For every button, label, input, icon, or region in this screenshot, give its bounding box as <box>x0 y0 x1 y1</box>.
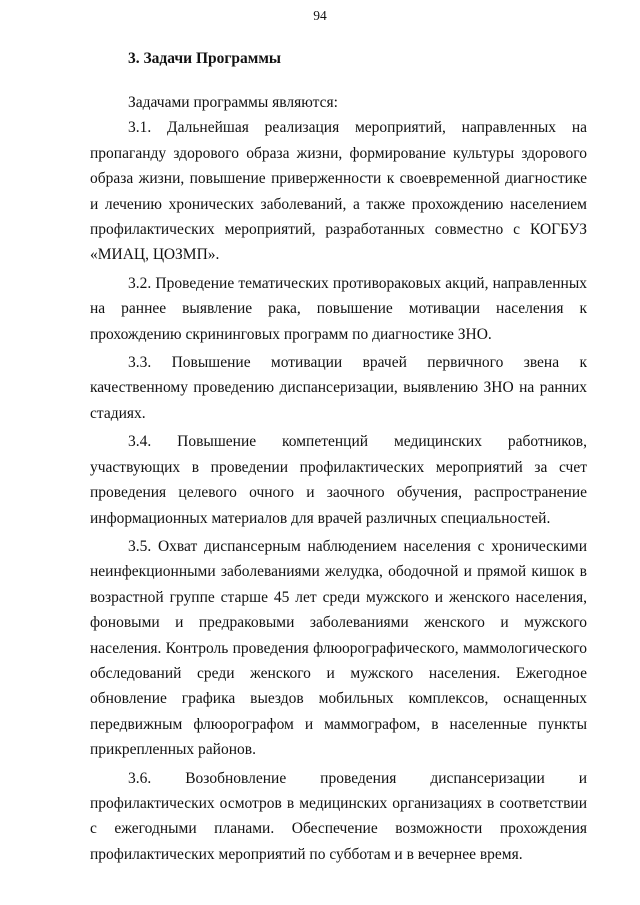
task-paragraph-3-5: 3.5. Охват диспансерным наблюдением населения с хроническими неинфекционными заболеваниями желудка, ободочной и прямой кишок в возрастной группе старше 45 лет среди мужского и женского населения, фоновыми и предраковыми заболеваниями женского и мужского населения. Контроль проведения флюорографического, маммологического обследований среди женского и мужского населения. Ежегодное обновление графика выездов мобильных комплексов, оснащенных передвижным флюорографом и маммографом, в населенные пункты прикрепленных районов. <box>90 537 587 759</box>
task-paragraph-3-1: 3.1. Дальнейшая реализация мероприятий, направленных на пропаганду здорового образа жизни, формирование культуры здорового образа жизни, повышение приверженности к своевременной диагностике и лечению хронических заболеваний, а также прохождению населением профилактических мероприятий, разработанных совместно с КОГБУЗ «МИАЦ, ЦОЗМП». <box>90 119 587 264</box>
task-paragraph-3-6: 3.6. Возобновление проведения диспансеризации и профилактических осмотров в медицинских организациях в соответствии с ежегодными планами. Обеспечение возможности прохождения профилактических мероприятий по субботам и в вечернее время. <box>90 769 587 863</box>
section-heading: 3. Задачи Программы <box>128 50 282 67</box>
task-paragraph-3-2: 3.2. Проведение тематических противораковых акций, направленных на раннее выявление рака, повышение мотивации населения к прохождению скрининговых программ по диагностике ЗНО. <box>90 274 587 343</box>
task-paragraph-3-3: 3.3. Повышение мотивации врачей первичного звена к качественному проведению диспансеризации, выявлению ЗНО на ранних стадиях. <box>90 354 587 422</box>
page-number: 94 <box>313 8 327 23</box>
document-body <box>90 90 587 870</box>
task-paragraph-3-4: 3.4. Повышение компетенций медицинских работников, участвующих в проведении профилактических мероприятий за счет проведения целевого очного и заочного обучения, распространение информационных материалов для врачей различных специальностей. <box>90 433 587 527</box>
intro-text: Задачами программы являются: <box>128 94 338 111</box>
